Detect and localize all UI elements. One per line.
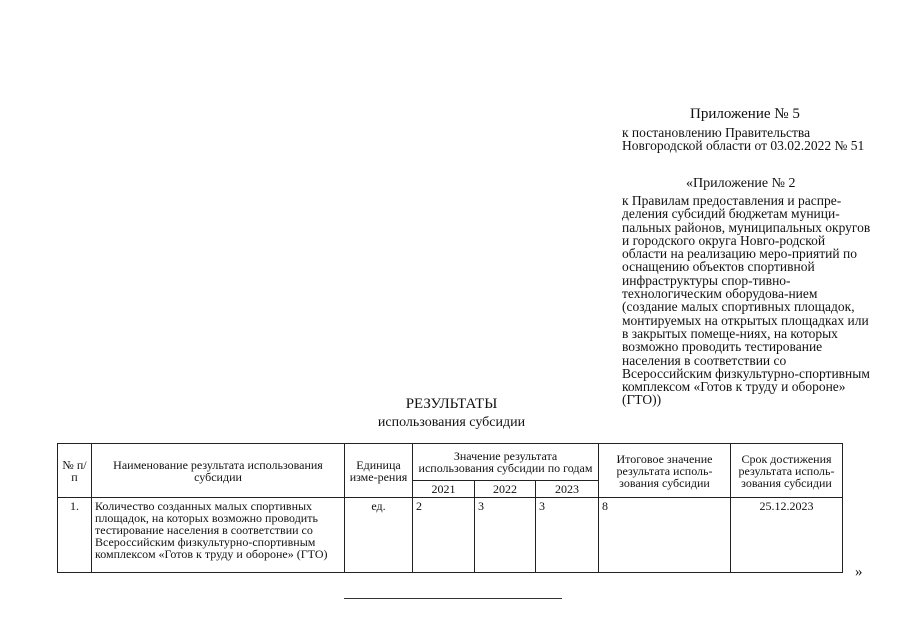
row-value-2023: 3 — [536, 498, 599, 573]
appendix2-text: к Правилам предоставления и распре-деления субсидий бюджетам муници-пальных районов, муниципальных округов и городского округа Новго-родской области на реализацию меро-приятий по оснащению объектов спортивной инфраструктуры спор-тивно-технологическим оборудова-нием (создание малых спортивных площадок, монтируемых на открытых площадках или в закрытых помеще-ниях, на которых возможно проводить тестирование населения в соответствии со Всероссийским физкультурно-спортивным комплексом «Готов к труду и обороне» (ГТО)) — [622, 193, 871, 408]
document-subtitle: использования субсидии — [377, 415, 526, 430]
header-year-2023: 2023 — [536, 481, 599, 498]
row-num: 1. — [58, 498, 92, 573]
row-unit: ед. — [345, 498, 413, 573]
table-row — [58, 498, 843, 573]
header-values-group: Значение результата использования субсидии по годам — [413, 444, 599, 481]
header-year-2022: 2022 — [475, 481, 536, 498]
row-value-2022: 3 — [475, 498, 536, 573]
document-title: РЕЗУЛЬТАТЫ — [405, 396, 498, 412]
header-name: Наименование результата использования субсидии — [92, 444, 345, 498]
appendix-title: Приложение № 5 — [690, 106, 800, 122]
row-total: 8 — [599, 498, 731, 573]
table-header-row — [58, 444, 843, 481]
footer-divider — [344, 598, 562, 599]
results-table — [57, 443, 843, 573]
header-year-2021: 2021 — [413, 481, 475, 498]
closing-quote: » — [855, 564, 863, 580]
header-deadline: Срок достижения результата исполь-зования субсидии — [731, 444, 843, 498]
header-num: № п/п — [58, 444, 92, 498]
row-name: Количество созданных малых спортивных площадок, на которых возможно проводить тестирование населения в соответствии со Всероссийским физкультурно-спортивным комплексом «Готов к труду и обороне» (ГТО) — [92, 498, 345, 573]
header-total: Итоговое значение результата исполь-зования субсидии — [599, 444, 731, 498]
row-deadline: 25.12.2023 — [731, 498, 843, 573]
appendix2-title: «Приложение № 2 — [686, 176, 796, 191]
row-value-2021: 2 — [413, 498, 475, 573]
appendix-reference: к постановлению Правительства Новгородской области от 03.02.2022 № 51 — [622, 125, 865, 153]
header-unit: Единица изме-рения — [345, 444, 413, 498]
